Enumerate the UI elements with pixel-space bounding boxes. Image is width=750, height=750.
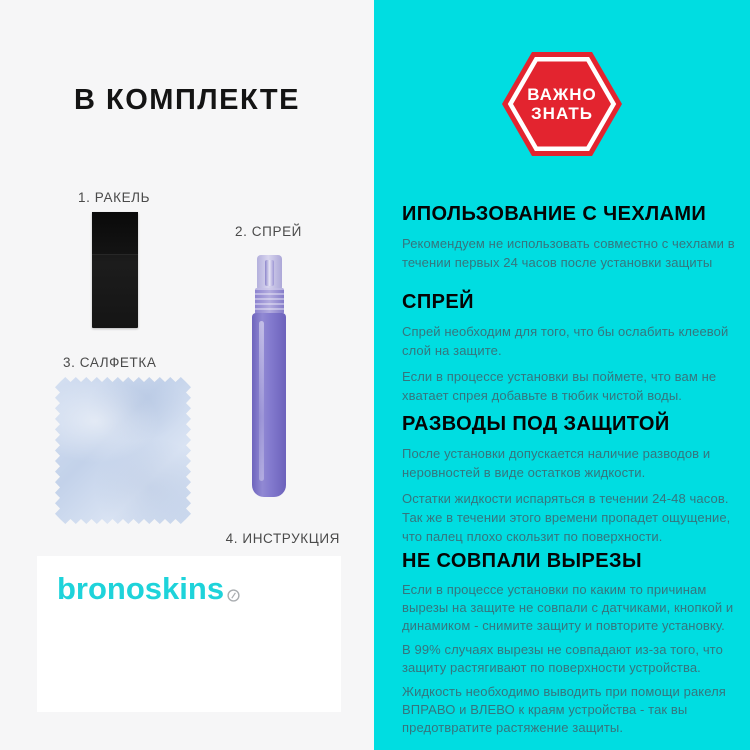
instruction-card [37,556,341,712]
kit-item-label-cloth: 3. САЛФЕТКА [63,355,157,370]
badge-text-line1: ВАЖНО [527,85,597,104]
section-paragraph: Рекомендуем не использовать совместно с чехлами в течении первых 24 часов после установки защиты [402,236,735,270]
section-paragraph: В 99% случаях вырезы не совпадают из-за того, что защиту растягивают по поверхности устройства. [402,642,723,675]
kit-item-label-squeegee: 1. РАКЕЛЬ [78,190,151,205]
section-paragraph: Если в процессе установки по каким то причинам вырезы на защите не совпали с датчиками, кнопкой и динамиком - снимите защиту и повторите установку. [402,582,734,633]
section-spray [402,291,746,412]
kit-title: В КОМПЛЕКТЕ [74,84,300,116]
spray-bottle-photo [252,255,286,497]
section-paragraph: После установки допускается наличие разводов и неровностей в виде остатков жидкости. [402,446,711,480]
badge-text-line2: ЗНАТЬ [531,104,593,123]
squeegee-photo [92,212,138,328]
section-cutouts-mismatch [402,550,746,743]
section-paragraph: Спрей необходим для того, что бы ослабить клеевой слой на защите. [402,324,729,358]
spray-collar [255,288,284,314]
spray-cap [257,255,282,289]
section-paragraph: Если в процессе установки вы поймете, что вам не хватает спрея добавьте в тюбик чистой воды. [402,369,717,403]
spray-sheen [259,321,264,481]
spray-body [252,313,286,497]
kit-item-label-instruction: 4. ИНСТРУКЦИЯ [225,531,340,546]
section-heading: ИПОЛЬЗОВАНИЕ С ЧЕХЛАМИ [402,203,707,225]
section-heading: РАЗВОДЫ ПОД ЗАЩИТОЙ [402,413,670,435]
cloth-photo [55,377,191,524]
registered-mark-icon [227,589,240,602]
section-heading: СПРЕЙ [402,291,474,313]
section-streaks-under-protection [402,413,746,553]
squeegee-felt-edge [92,212,138,255]
section-heading: НЕ СОВПАЛИ ВЫРЕЗЫ [402,550,642,572]
section-paragraph: Остатки жидкости испаряться в течении 24-48 часов. Так же в течении этого времени пропадет ощущение, что палец плохо скользит по поверхности. [402,491,731,544]
logo-row [57,573,240,604]
important-badge [501,50,623,158]
section-paragraph: Жидкость необходимо выводить при помощи ракеля ВПРАВО и ВЛЕВО к краям устройства - так вы предотвратите растяжение защиты. [402,684,726,735]
kit-item-label-spray: 2. СПРЕЙ [235,224,302,239]
spray-nozzle [265,260,274,286]
section-usage-with-cases [402,203,746,279]
bronoskins-logo: bronoskins [57,571,225,606]
kit-panel [0,0,374,750]
